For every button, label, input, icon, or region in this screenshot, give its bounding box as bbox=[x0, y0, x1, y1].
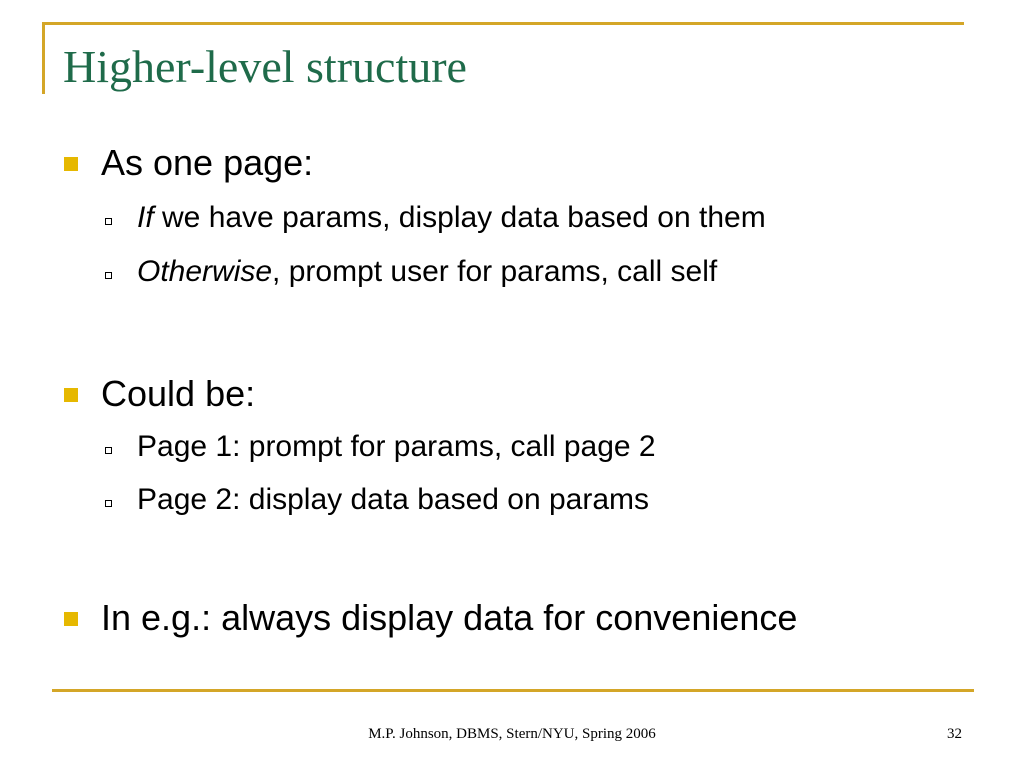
hollow-square-bullet-icon bbox=[105, 272, 112, 279]
frame-top-line bbox=[42, 22, 964, 25]
sub-bullet-text bbox=[137, 203, 766, 233]
emphasis-text: If bbox=[137, 201, 154, 234]
bullet-text: Could be: bbox=[101, 373, 256, 414]
emphasis-text: Otherwise bbox=[137, 255, 273, 288]
hollow-square-bullet-icon bbox=[105, 218, 112, 225]
plain-text: , prompt user for params, call self bbox=[272, 255, 718, 288]
plain-text: Page 2: display data based on params bbox=[137, 483, 650, 516]
bullet-text: As one page: bbox=[101, 142, 314, 183]
hollow-square-bullet-icon bbox=[105, 447, 112, 454]
page-number: 32 bbox=[947, 726, 962, 742]
slide-title: Higher-level structure bbox=[63, 41, 467, 92]
bullet-text: In e.g.: always display data for convenience bbox=[101, 597, 798, 638]
frame-left-line bbox=[42, 22, 45, 94]
sub-bullet-text bbox=[137, 485, 649, 515]
footer-divider bbox=[52, 689, 974, 692]
square-bullet-icon bbox=[64, 388, 78, 402]
square-bullet-icon bbox=[64, 612, 78, 626]
sub-bullet-text bbox=[137, 432, 656, 462]
hollow-square-bullet-icon bbox=[105, 500, 112, 507]
sub-bullet-text bbox=[137, 257, 717, 287]
footer-text: M.P. Johnson, DBMS, Stern/NYU, Spring 2006 bbox=[368, 726, 656, 742]
plain-text: we have params, display data based on them bbox=[153, 201, 766, 234]
plain-text: Page 1: prompt for params, call page 2 bbox=[137, 430, 656, 463]
square-bullet-icon bbox=[64, 157, 78, 171]
